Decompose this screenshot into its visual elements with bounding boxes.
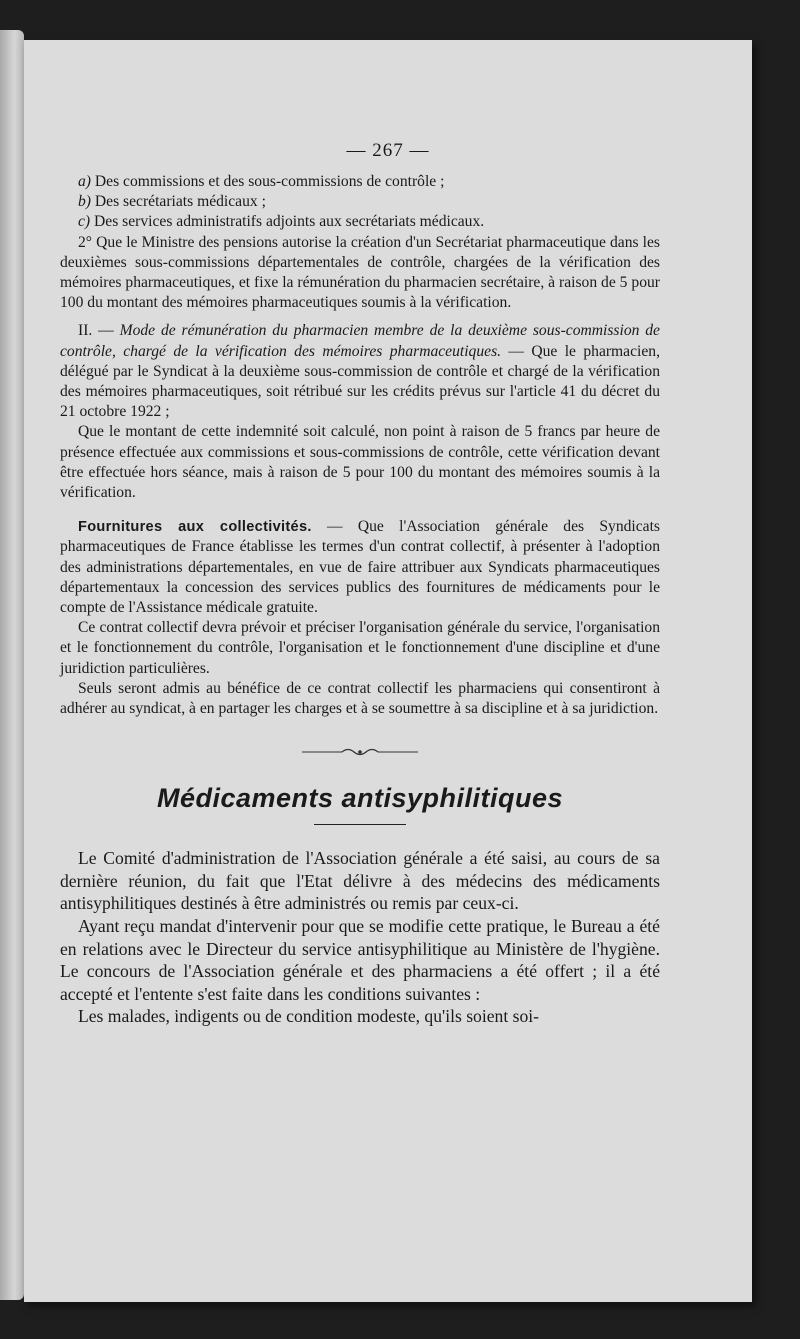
item-list	[60, 172, 660, 233]
paragraph: Seuls seront admis au bénéfice de ce contrat collectif les pharmaciens qui consentiront à adhérer au syndicat, à en partager les charges et à se soumettre à sa discipline et à sa juridiction.	[60, 679, 660, 718]
paragraph: Que le montant de cette indemnité soit calculé, non point à raison de 5 francs par heure de présence effectuée aux commissions et sous-commissions de contrôle, cette vérification devant être effectuée hors séance, mais à raison de 5 pour 100 du montant des mémoires soumis à la vérification.	[60, 423, 660, 502]
fournitures-paragraph: Fournitures aux collectivités. — Que l'Association générale des Syndicats pharmaceutiques de France établisse les termes d'un contrat collectif, à présenter à l'adoption des administrations départementales, en vue de faire attribuer aux Syndicats pharmaceutiques départementaux la concession des services publics des fournitures de médicaments pour le compte de l'Assistance médicale gratuite.	[60, 518, 660, 617]
list-item: b) Des secrétariats médicaux ;	[78, 193, 266, 211]
list-item: a) Des commissions et des sous-commissions de contrôle ;	[78, 173, 445, 190]
paragraph: Ce contrat collectif devra prévoir et préciser l'organisation générale du service, l'organisation et le fonctionnement du contrôle, l'organisation et le fonctionnement d'une discipline et d'une juridiction particulières.	[60, 619, 660, 677]
paragraph: Le Comité d'administration de l'Association générale a été saisi, au cours de sa dernière réunion, du fait que l'Etat délivre à des médecins des médicaments antisyphilitiques destinés à être administrés ou remis par ceux-ci.	[60, 848, 660, 914]
section-ii-heading: Mode de rémunération du pharmacien membre de la deuxième sous-commission de contrôle, chargé de la vérification des mémoires pharmaceutiques.	[60, 322, 660, 360]
list-item: c) Des services administratifs adjoints aux secrétariats médicaux.	[78, 213, 485, 231]
section-ii-paragraph: II. — Mode de rémunération du pharmacien membre de la deuxième sous-commission de contrôle, chargé de la vérification des mémoires pharmaceutiques. — Que le pharmacien, délégué par le Syndicat à la deuxième sous-commission de contrôle et chargé de la vérification des mémoires pharmaceutiques, soit rétribué sur les crédits prévus sur l'article 41 du décret du 21 octobre 1922 ;	[60, 322, 660, 421]
paragraph: Les malades, indigents ou de condition modeste, qu'ils soient soi-	[78, 1006, 540, 1027]
article-body	[60, 847, 660, 1028]
page-content	[60, 172, 660, 1028]
book-page	[24, 40, 752, 1302]
paragraph: 2° Que le Ministre des pensions autorise la création d'un Secrétariat pharmaceutique dans les deuxièmes sous-commissions départementales de contrôle, chargées de la vérification des mémoires pharmaceutiques, et fixe la rémunération du pharmacien secrétaire, à raison de 5 pour 100 du montant des mémoires pharmaceutiques soumis à la vérification.	[60, 233, 660, 312]
ornament-icon	[300, 746, 420, 758]
page-number: — 267 —	[346, 140, 430, 161]
paragraph: Ayant reçu mandat d'intervenir pour que se modifie cette pratique, le Bureau a été en relations avec le Directeur du service antisyphilitique au Ministère de l'hygiène. Le concours de l'Association générale et des pharmaciens a été offert ; il a été accepté et l'entente s'est faite dans les conditions suivantes :	[60, 916, 660, 1004]
article-title: Médicaments antisyphilitiques	[156, 783, 564, 814]
fournitures-heading: Fournitures aux collectivités.	[78, 519, 312, 536]
decorative-ornament	[60, 745, 660, 759]
title-underline	[314, 824, 406, 825]
previous-page-edge	[0, 30, 24, 1300]
